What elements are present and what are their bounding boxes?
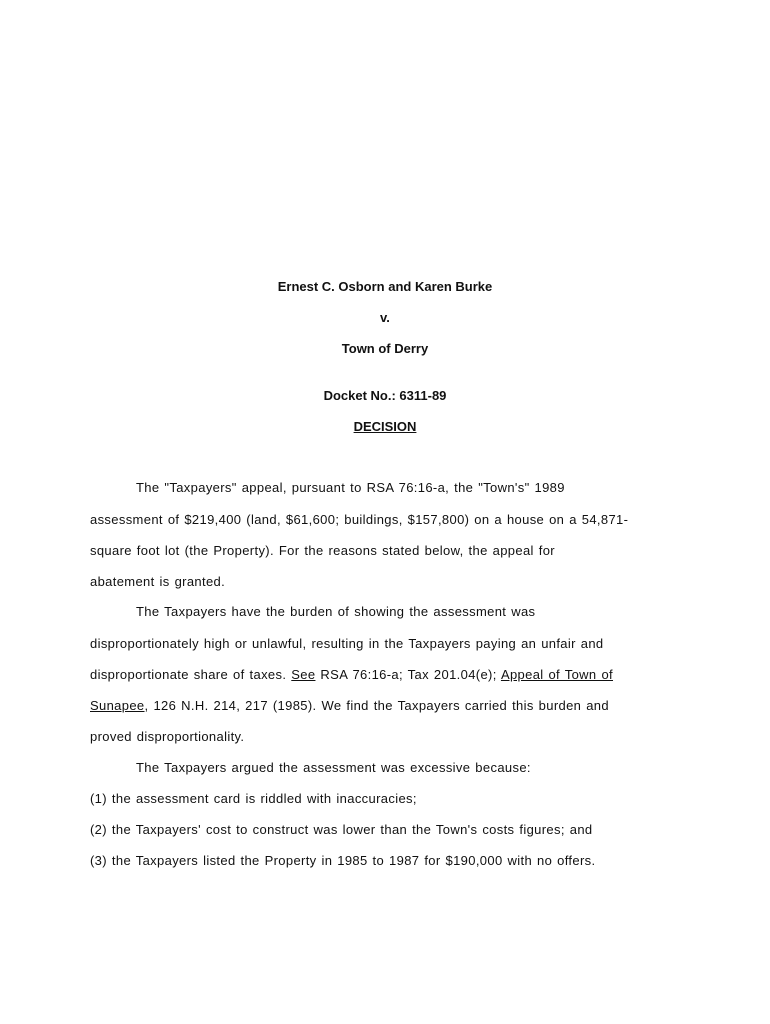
case-citation: Sunapee [90, 698, 145, 713]
decision-title: DECISION [353, 419, 417, 434]
body-text-segment: RSA 76:16-a; Tax 201.04(e); [315, 667, 501, 682]
body-line-citation [90, 698, 609, 713]
caption-parties-line-2: Town of Derry [341, 341, 429, 356]
case-citation: Appeal of Town of [500, 667, 613, 682]
caption-versus: v. [380, 310, 390, 325]
body-list-item: (3) the Taxpayers listed the Property in 1985 to 1987 for $190,000 with no offers. [90, 853, 596, 868]
body-line: The "Taxpayers" appeal, pursuant to RSA 76:16-a, the "Town's" 1989 [136, 480, 565, 495]
body-line: The Taxpayers argued the assessment was excessive because: [136, 760, 531, 775]
body-line: assessment of $219,400 (land, $61,600; buildings, $157,800) on a house on a 54,871- [90, 512, 629, 527]
body-list-item: (2) the Taxpayers' cost to construct was lower than the Town's costs figures; and [90, 822, 593, 837]
body-line: proved disproportionality. [90, 729, 245, 744]
body-line: abatement is granted. [90, 574, 226, 589]
body-line: disproportionately high or unlawful, resulting in the Taxpayers paying an unfair and [90, 636, 604, 651]
body-line: square foot lot (the Property). For the reasons stated below, the appeal for [90, 543, 555, 558]
caption-parties-line-1: Ernest C. Osborn and Karen Burke [277, 279, 493, 294]
body-text-segment: , 126 N.H. 214, 217 (1985). We find the Taxpayers carried this burden and [144, 698, 609, 713]
see-signal: See [291, 667, 316, 682]
body-line-citation [90, 667, 613, 682]
docket-number: Docket No.: 6311-89 [323, 388, 447, 403]
body-text-segment: disproportionate share of taxes. [90, 667, 292, 682]
decision-body [90, 0, 690, 1024]
body-list-item: (1) the assessment card is riddled with inaccuracies; [90, 791, 417, 806]
body-line: The Taxpayers have the burden of showing the assessment was [136, 604, 536, 619]
